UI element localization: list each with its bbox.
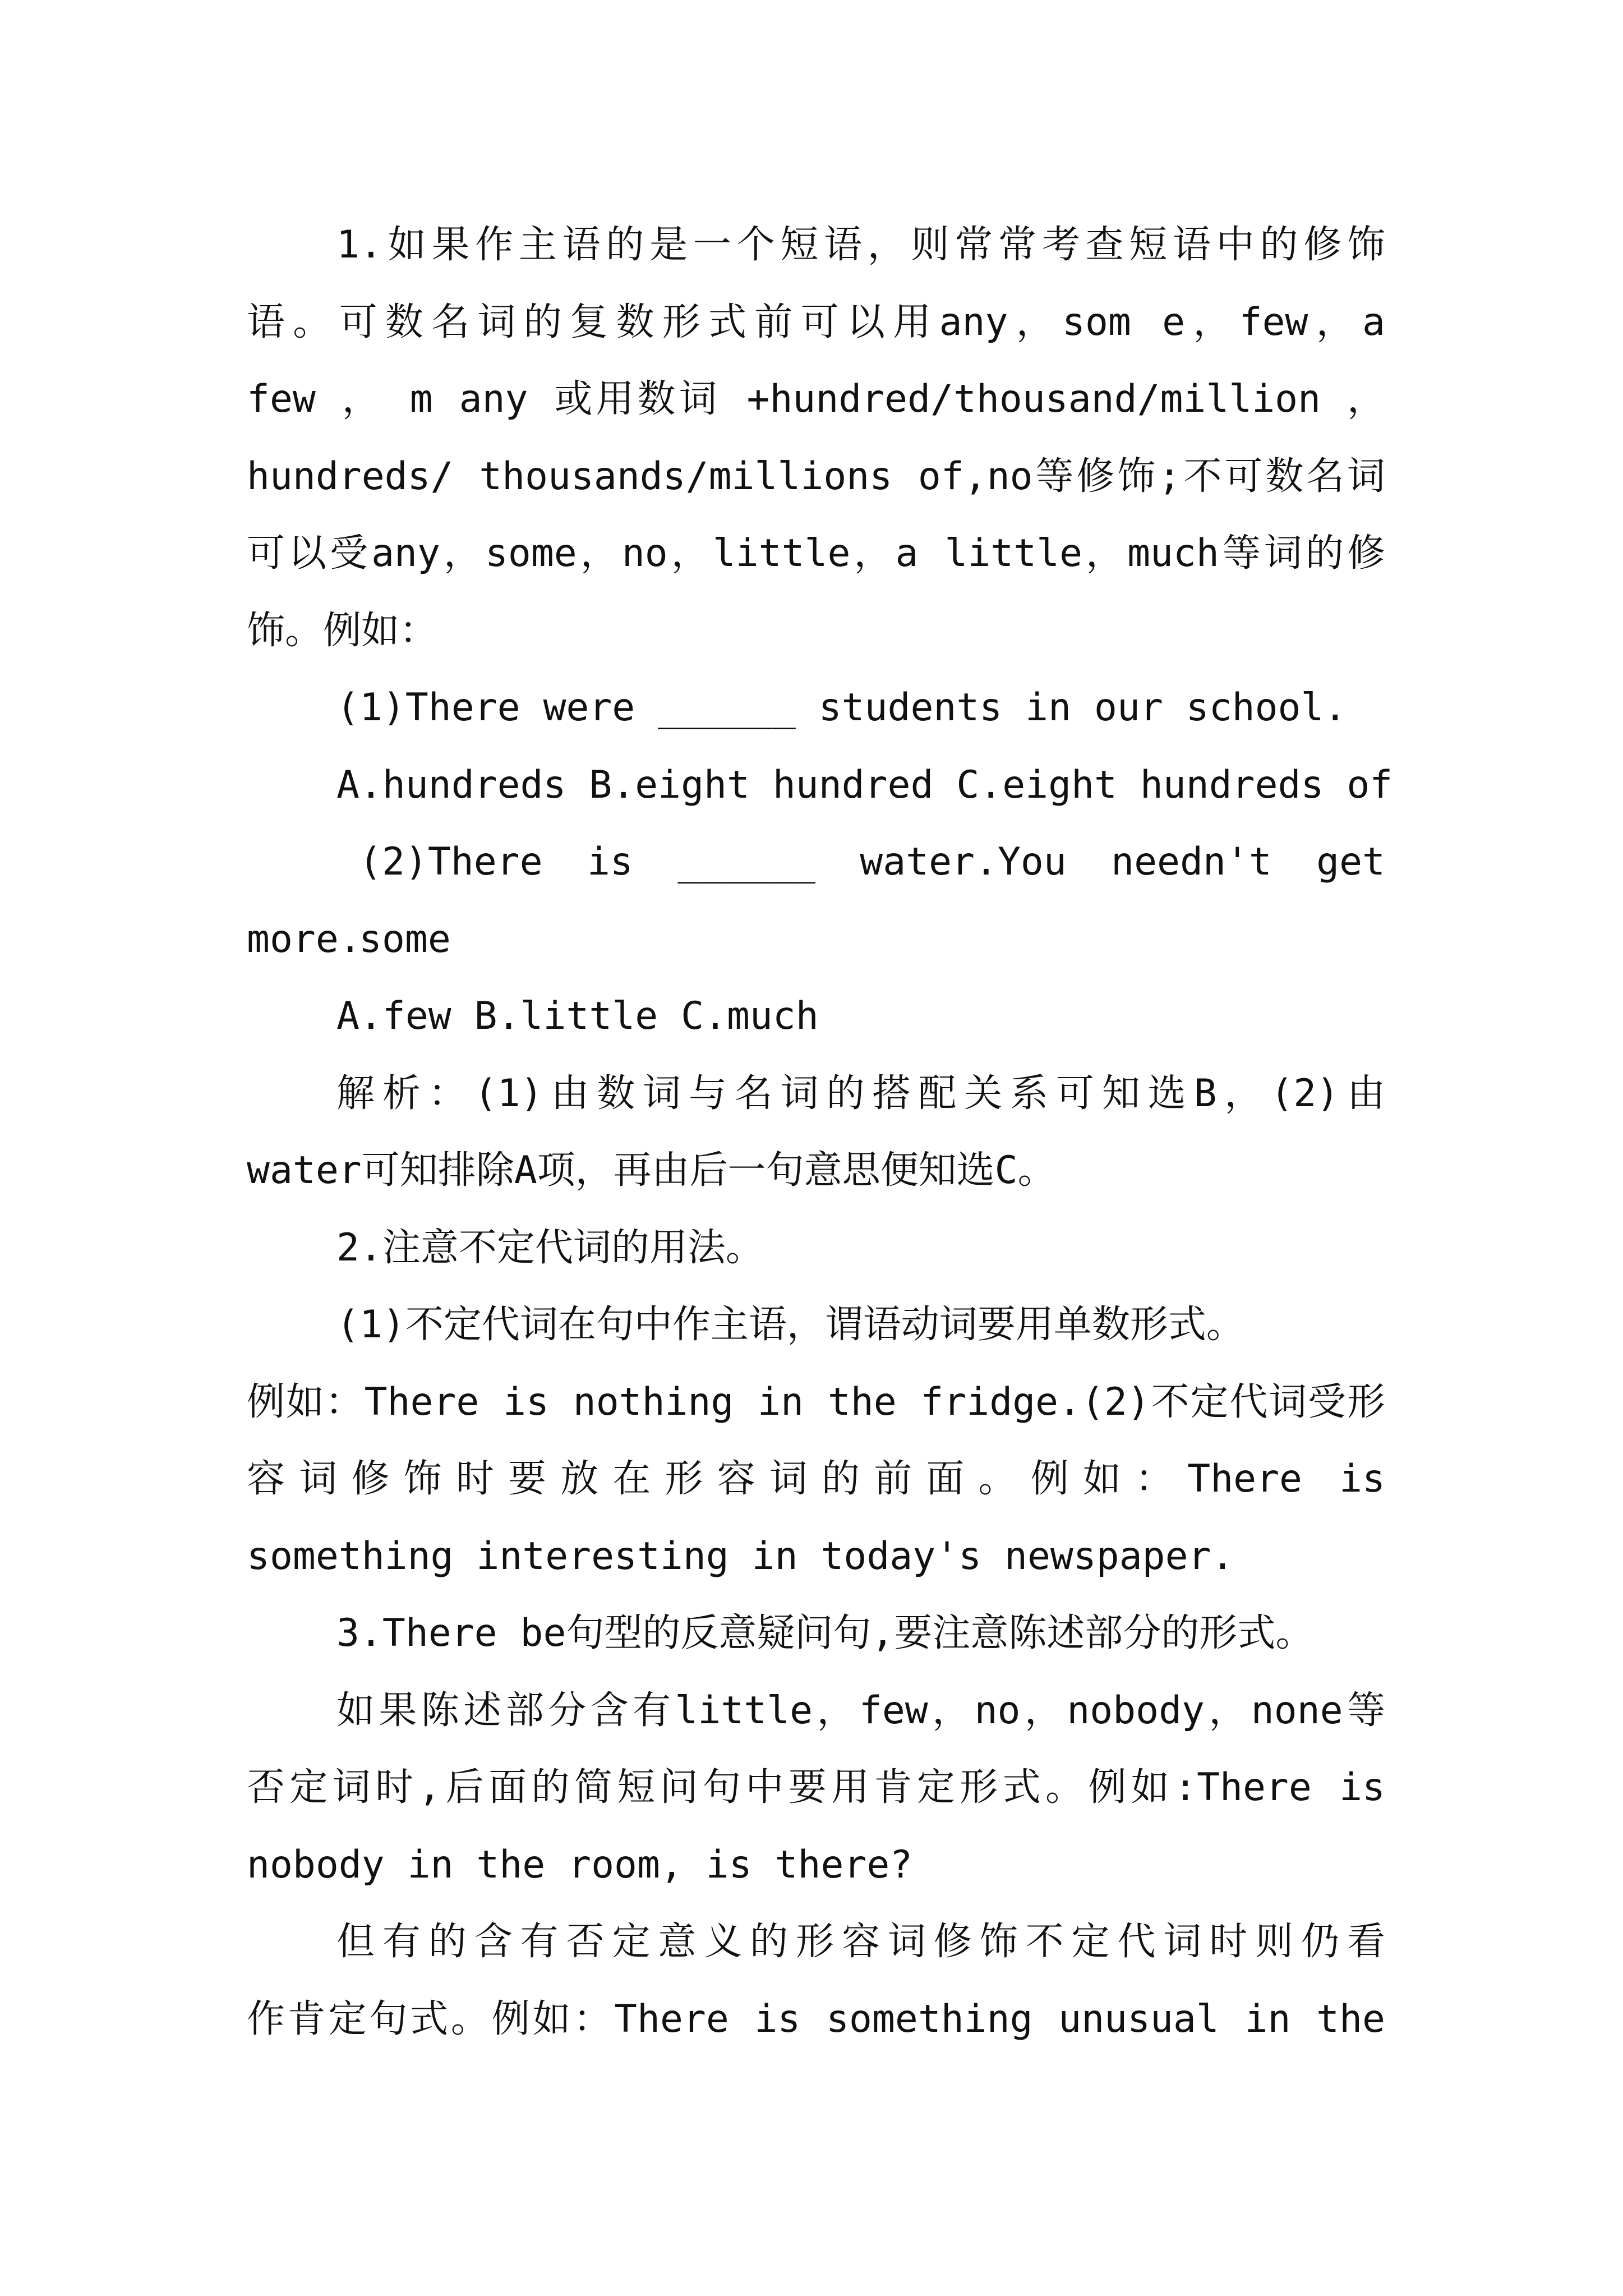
section-3-line-1: 如果陈述部分含有little，few，no，nobody，none等	[336, 1688, 1385, 1733]
example-1-options: A.hundreds B.eight hundred C.eight hundreds of	[336, 762, 1393, 807]
analysis-line-1: 解析：(1)由数词与名词的搭配关系可知选B，(2)由	[336, 1071, 1385, 1116]
section-3-line-2: 否定词时,后面的简短问句中要用肯定形式。例如:There is	[247, 1765, 1385, 1810]
section-2-line-3: 容词修饰时要放在形容词的前面。例如：There is	[247, 1457, 1385, 1501]
text-line-2: 语。可数名词的复数形式前可以用any，som e，few，a	[247, 300, 1385, 344]
section-3-line-5: 作肯定句式。例如：There is something unusual in the	[247, 1996, 1385, 2041]
section-2-line-2: 例如：There is nothing in the fridge.(2)不定代词受形	[247, 1379, 1385, 1424]
example-2-question-cont: more.	[247, 917, 362, 961]
section-2-line-1: (1)不定代词在句中作主语，谓语动词要用单数形式。	[336, 1303, 1244, 1347]
text-line-5: 可以受any，some，no，little，a little，much等词的修	[247, 531, 1385, 576]
document-page	[247, 206, 1393, 2058]
text-line-1: 1.如果作主语的是一个短语，则常常考查短语中的修饰	[336, 223, 1385, 267]
text-line-4: hundreds/ thousands/millions of,no等修饰;不可数名词	[247, 454, 1385, 499]
text-line-6: 饰。例如：	[247, 608, 438, 653]
section-2-heading: 2.注意不定代词的用法。	[336, 1225, 764, 1270]
section-3-line-4: 但有的含有否定意义的形容词修饰不定代词时则仍看	[336, 1920, 1385, 1964]
example-2-question: (2)There is ______ water.You needn't get some	[359, 840, 1385, 961]
example-2-options: A.few B.little C.much	[336, 994, 819, 1038]
analysis-line-2: water可知排除A项，再由后一句意思便知选C。	[247, 1148, 1056, 1193]
example-1-question: (1)There were ______ students in our school.	[336, 685, 1347, 730]
section-2-line-4: something interesting in today's newspaper.	[247, 1534, 1234, 1579]
section-3-line-3: nobody in the room, is there?	[247, 1842, 913, 1887]
text-line-3: few ， m any 或用数词 +hundred/thousand/million ，	[247, 377, 1385, 421]
section-3-heading: 3.There be句型的反意疑问句,要注意陈述部分的形式。	[336, 1611, 1314, 1655]
